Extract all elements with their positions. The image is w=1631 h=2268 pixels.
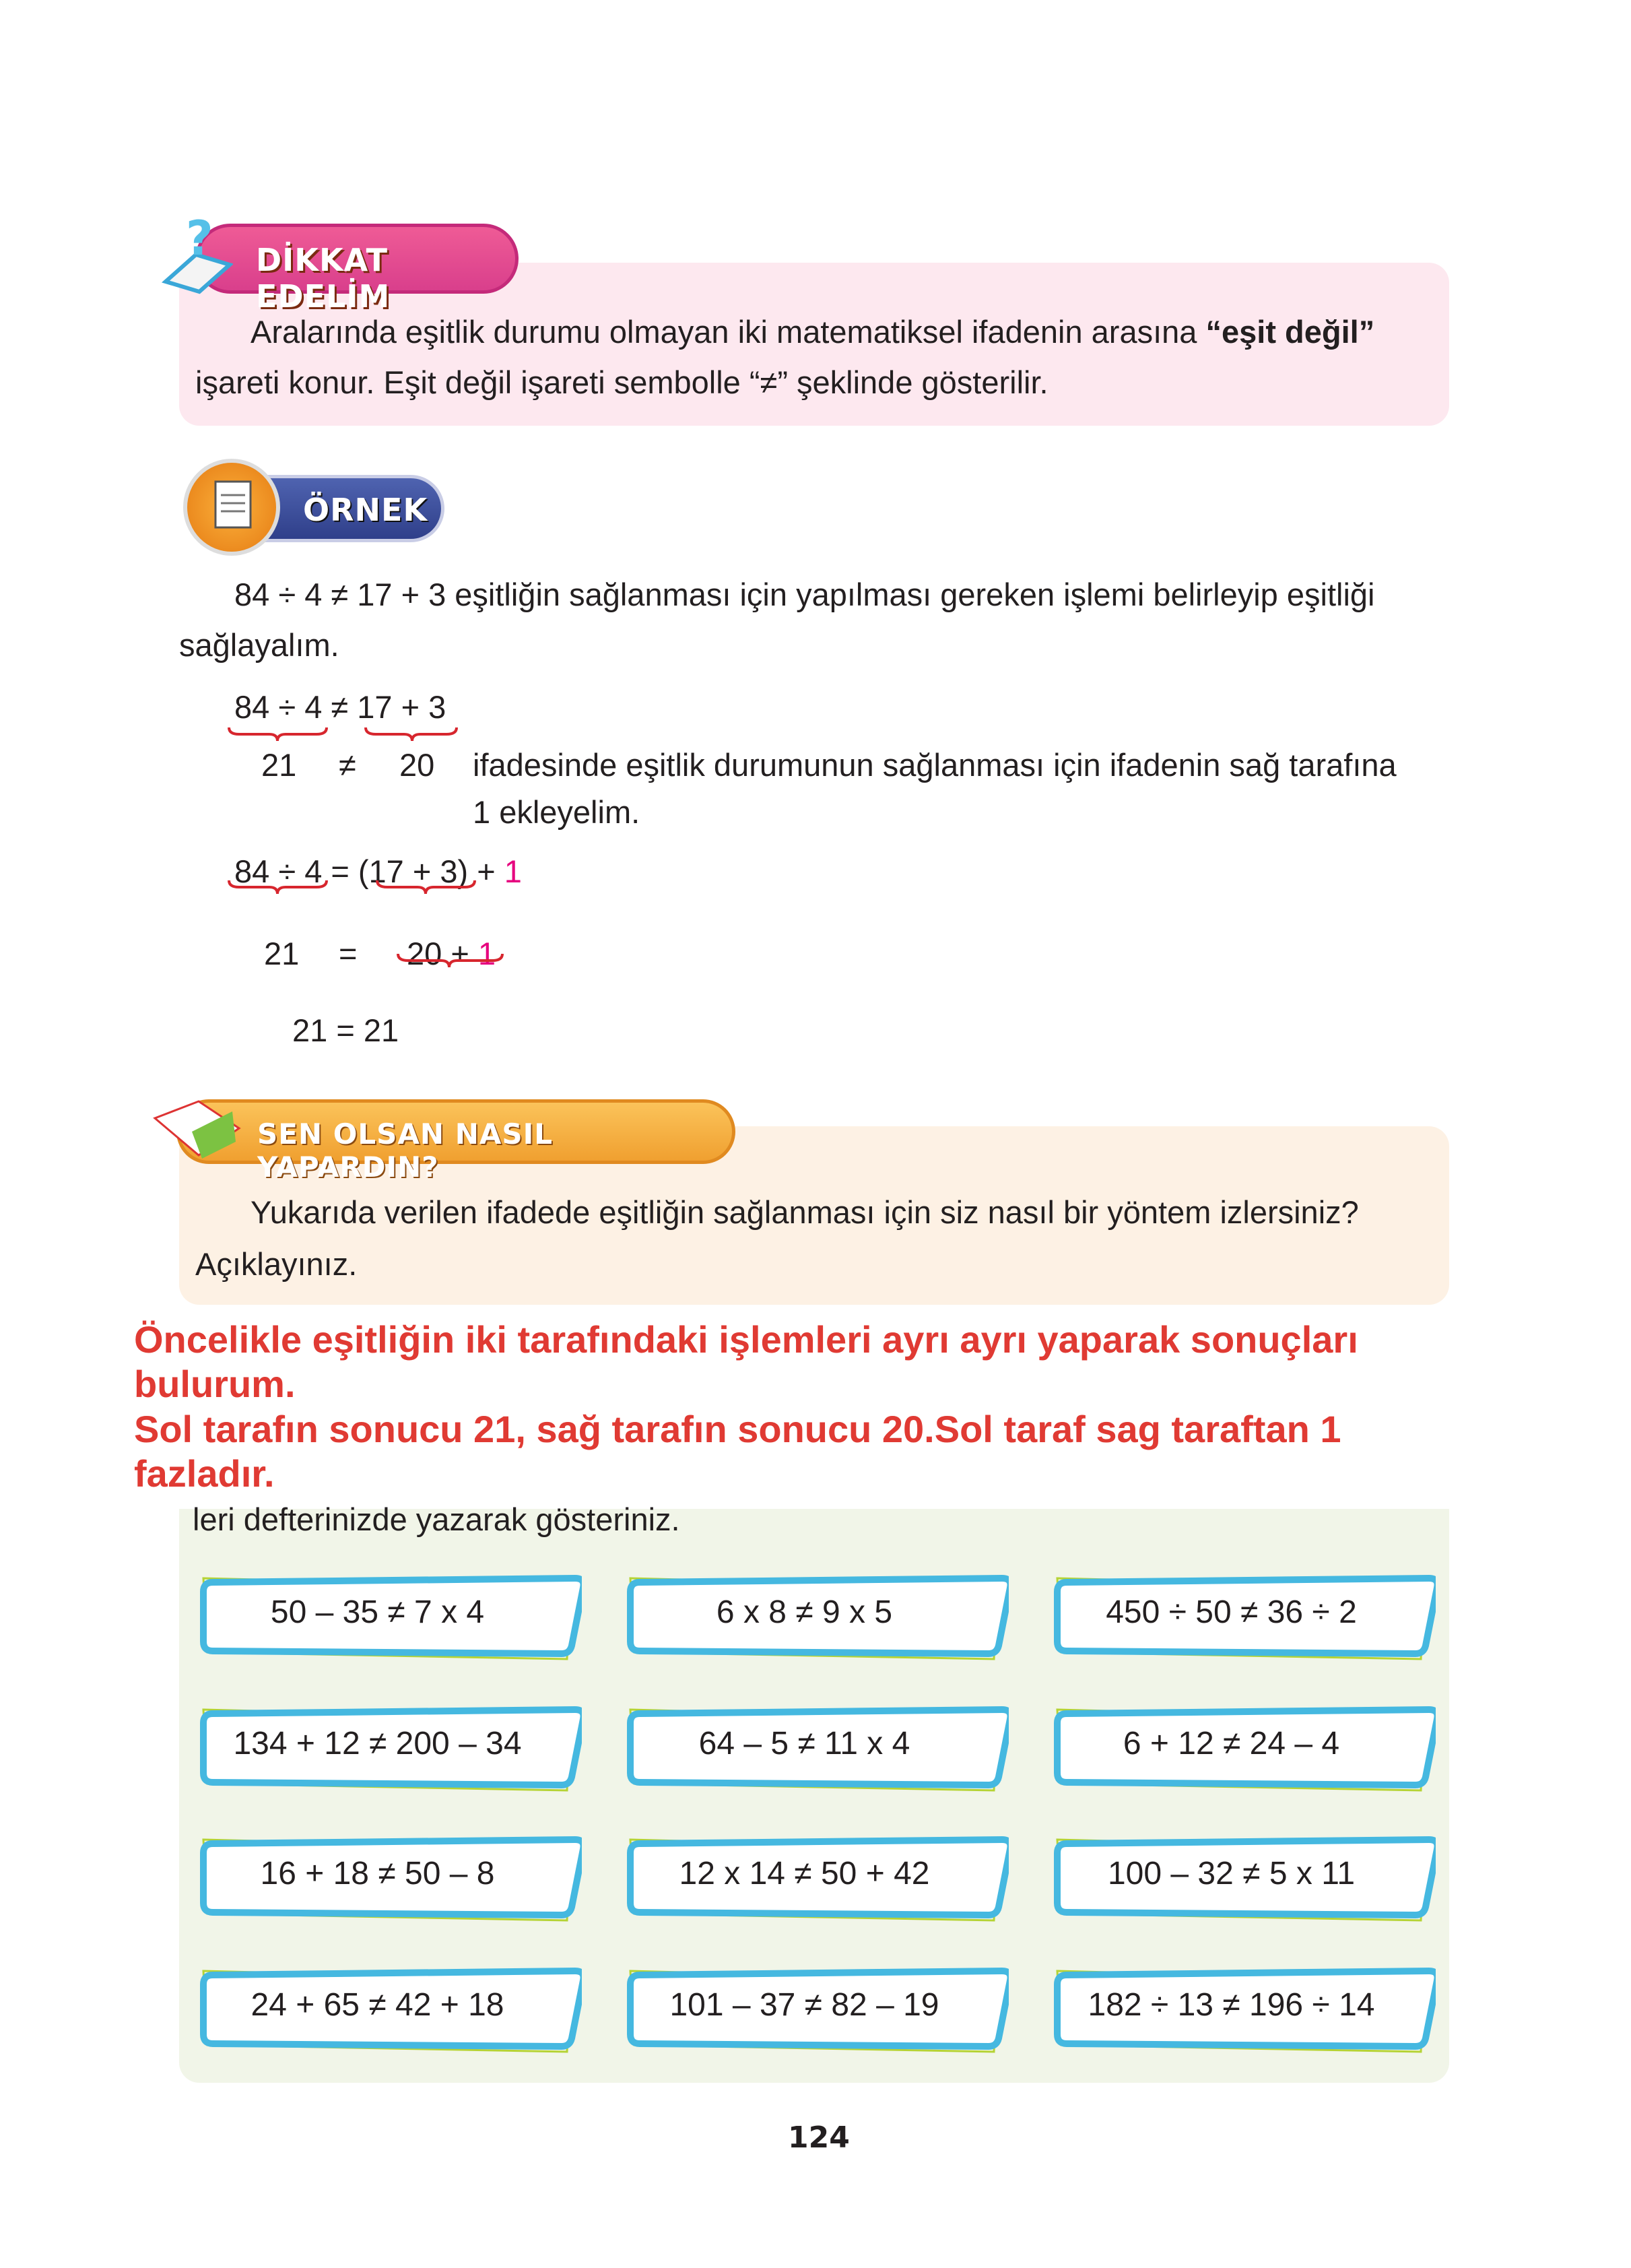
ornek-badge-label: ÖRNEK [303, 492, 428, 528]
underbrace-group-1 [222, 726, 492, 746]
esit-degil-bold: “eşit değil” [1205, 314, 1375, 350]
eq4-added-one: 1 [477, 936, 496, 971]
page-number: 124 [788, 2120, 850, 2155]
equation-1: 84 ÷ 4 ≠ 17 + 3 [234, 689, 446, 725]
expression-card [1052, 1834, 1431, 1914]
expression-text: 12 x 14 ≠ 50 + 42 [679, 1856, 930, 1891]
answer-line-1: Öncelikle eşitliğin iki tarafındaki işlemleri ayrı ayrı yaparak sonuçları [134, 1318, 1358, 1361]
underbrace-3 [394, 952, 515, 973]
book-question-icon [159, 214, 233, 295]
answer-line-3: Sol tarafın sonucu 21, sağ tarafın sonucu 20.Sol taraf sag taraftan 1 [134, 1408, 1341, 1450]
exercise-instruction: leri defterinizde yazarak gösteriniz. [193, 1501, 680, 1537]
sen-olsan-badge [176, 1099, 735, 1184]
expression-text: 450 ÷ 50 ≠ 36 ÷ 2 [1106, 1594, 1357, 1630]
sen-olsan-line2: Açıklayınız. [195, 1246, 358, 1282]
expression-text: 6 x 8 ≠ 9 x 5 [716, 1594, 893, 1630]
eq3-added-one: 1 [504, 853, 522, 889]
ornek-paragraph-2: sağlayalım. [179, 627, 339, 663]
dikkat-line2: işareti konur. Eşit değil işareti sembolle “≠” şeklinde gösterilir. [195, 364, 1048, 400]
dikkat-badge [195, 224, 519, 315]
notebook-icon [152, 1091, 246, 1165]
expression-card [198, 1966, 577, 2045]
eq4-right-main: 20 + [407, 936, 478, 971]
explain-line-1: ifadesinde eşitlik durumunun sağlanması için ifadenin sağ tarafına [473, 747, 1397, 783]
eq2-op: ≠ [339, 747, 356, 783]
sen-olsan-line1: Yukarıda verilen ifadede eşitliğin sağlanması için siz nasıl bir yöntem izlersiniz? [251, 1194, 1359, 1230]
sen-olsan-badge-label: SEN OLSAN NASIL YAPARDIN? [257, 1117, 553, 1184]
dikkat-badge-label: DİKKAT EDELİM [256, 242, 391, 315]
answer-line-4: fazladır. [134, 1452, 275, 1495]
expression-text: 16 + 18 ≠ 50 – 8 [260, 1856, 495, 1891]
ornek-paragraph-1: 84 ÷ 4 ≠ 17 + 3 eşitliğin sağlanması için yapılması gereken işlemi belirleyip eşitliği [234, 577, 1375, 612]
eq2-right: 20 [399, 747, 435, 783]
eq4-left: 21 [264, 936, 300, 971]
expression-card [1052, 1966, 1431, 2045]
expression-card [198, 1704, 577, 1784]
dikkat-text: Aralarında eşitlik durumu olmayan iki matematiksel ifadenin arasına [251, 314, 1206, 350]
expression-card [625, 1834, 1004, 1914]
expression-text: 182 ÷ 13 ≠ 196 ÷ 14 [1088, 1987, 1375, 2023]
expression-card [625, 1704, 1004, 1784]
expression-text: 64 – 5 ≠ 11 x 4 [698, 1726, 910, 1761]
expression-text: 50 – 35 ≠ 7 x 4 [270, 1594, 485, 1630]
expression-card [625, 1573, 1004, 1652]
equation-5: 21 = 21 [292, 1012, 399, 1048]
eq2-left: 21 [261, 747, 297, 783]
expression-card [198, 1834, 577, 1914]
expression-text: 24 + 65 ≠ 42 + 18 [251, 1987, 504, 2023]
expression-text: 100 – 32 ≠ 5 x 11 [1107, 1856, 1356, 1891]
expression-card [1052, 1704, 1431, 1784]
expression-card [1052, 1573, 1431, 1652]
eq3-main: 84 ÷ 4 = (17 + 3) + [234, 853, 504, 889]
explain-line-2: 1 ekleyelim. [473, 794, 640, 830]
expression-card [625, 1966, 1004, 2045]
eq4-op: = [339, 936, 358, 971]
underbrace-group-2 [222, 879, 505, 899]
expression-text: 6 + 12 ≠ 24 – 4 [1123, 1726, 1340, 1761]
answer-line-2: bulurum. [134, 1363, 296, 1405]
expression-text: 101 – 37 ≠ 82 – 19 [669, 1987, 939, 2023]
dikkat-line1 [251, 313, 1374, 350]
expression-text: 134 + 12 ≠ 200 – 34 [233, 1726, 522, 1761]
expression-card [198, 1573, 577, 1652]
clipboard-icon [183, 459, 280, 556]
svg-text:?: ? [186, 214, 213, 266]
